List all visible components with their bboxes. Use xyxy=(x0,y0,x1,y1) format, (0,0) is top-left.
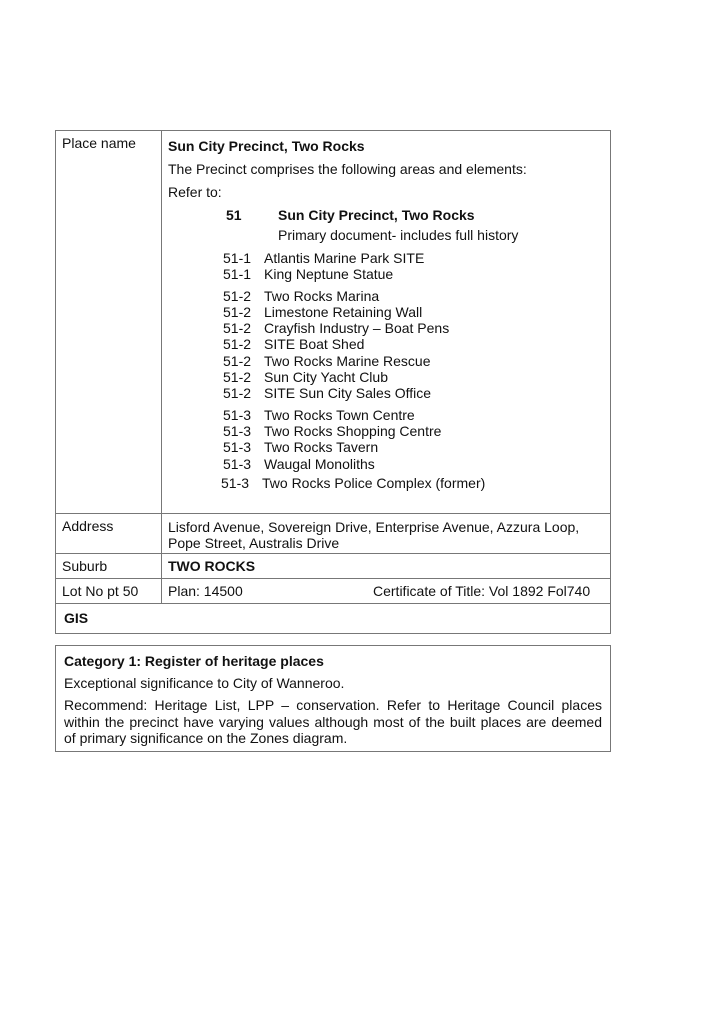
reference-item xyxy=(223,369,604,385)
reference-name: Sun City Yacht Club xyxy=(264,369,388,386)
reference-item xyxy=(223,423,604,439)
reference-code: 51-3 xyxy=(223,422,252,439)
reference-name: Limestone Retaining Wall xyxy=(264,303,423,320)
reference-name: Two Rocks Town Centre xyxy=(264,406,415,423)
reference-code: 51-3 xyxy=(223,439,252,456)
reference-item xyxy=(223,385,604,401)
reference-item xyxy=(223,266,604,282)
address-value: Lisford Avenue, Sovereign Drive, Enterprise Avenue, Azzura Loop, Pope Street, Australis Drive xyxy=(168,519,580,551)
category-significance: Exceptional significance to City of Wanneroo. xyxy=(64,675,345,691)
reference-code: 51-3 xyxy=(221,474,250,491)
certificate-value: Certificate of Title: Vol 1892 Fol740 xyxy=(373,583,591,599)
main-ref-note: Primary document- includes full history xyxy=(278,227,519,243)
address-row xyxy=(56,513,610,553)
main-ref-number: 51 xyxy=(226,207,242,223)
place-name-row xyxy=(56,131,610,513)
reference-name: King Neptune Statue xyxy=(264,266,394,283)
gis-row xyxy=(56,603,610,633)
lot-row xyxy=(56,578,610,603)
reference-item xyxy=(223,304,604,320)
reference-item xyxy=(223,336,604,352)
reference-code: 51-2 xyxy=(223,369,252,386)
suburb-value: TWO ROCKS xyxy=(168,558,256,574)
place-title: Sun City Precinct, Two Rocks xyxy=(168,138,365,154)
reference-code: 51-3 xyxy=(223,406,252,423)
reference-name: Two Rocks Marina xyxy=(264,287,380,304)
plan-value: Plan: 14500 xyxy=(168,583,243,599)
place-name-value xyxy=(162,131,610,513)
suburb-label: Suburb xyxy=(56,554,162,578)
reference-group xyxy=(223,288,604,402)
place-record-table xyxy=(55,130,611,634)
reference-item xyxy=(223,353,604,369)
reference-group xyxy=(223,407,604,491)
main-ref-title: Sun City Precinct, Two Rocks xyxy=(278,207,475,223)
reference-name: Two Rocks Tavern xyxy=(264,439,379,456)
reference-item xyxy=(223,288,604,304)
reference-name: Crayfish Industry – Boat Pens xyxy=(264,320,450,337)
reference-code: 51-2 xyxy=(223,385,252,402)
reference-item xyxy=(223,320,604,336)
reference-name: Two Rocks Police Complex (former) xyxy=(262,474,486,491)
reference-code: 51-1 xyxy=(223,266,252,283)
reference-group xyxy=(223,250,604,283)
reference-code: 51-2 xyxy=(223,303,252,320)
reference-name: SITE Boat Shed xyxy=(264,336,365,353)
reference-name: Waugal Monoliths xyxy=(264,455,375,472)
refer-label: Refer to: xyxy=(168,184,222,200)
reference-code: 51-2 xyxy=(223,320,252,337)
reference-code: 51-2 xyxy=(223,352,252,369)
reference-code: 51-1 xyxy=(223,250,252,266)
category-recommendation: Recommend: Heritage List, LPP – conservation. Refer to Heritage Council places within the precinct have varying values although most of the built places are deemed of primary significance on the Zones diagram. xyxy=(64,697,602,746)
reference-item xyxy=(223,456,604,472)
place-name-label: Place name xyxy=(56,131,162,513)
reference-name: SITE Sun City Sales Office xyxy=(264,385,432,402)
address-label: Address xyxy=(56,514,162,553)
reference-item xyxy=(223,439,604,455)
gis-label: GIS xyxy=(64,610,89,626)
category-box xyxy=(55,645,611,752)
reference-code: 51-2 xyxy=(223,336,252,353)
reference-code: 51-3 xyxy=(223,455,252,472)
lot-label: Lot No pt 50 xyxy=(56,579,162,603)
reference-name: Two Rocks Shopping Centre xyxy=(264,422,442,439)
main-reference xyxy=(226,205,604,245)
place-intro: The Precinct comprises the following areas and elements: xyxy=(168,161,527,177)
reference-name: Two Rocks Marine Rescue xyxy=(264,352,431,369)
reference-item xyxy=(223,250,604,266)
reference-code: 51-2 xyxy=(223,287,252,304)
reference-item xyxy=(221,475,604,491)
suburb-row xyxy=(56,553,610,578)
reference-item xyxy=(223,407,604,423)
reference-name: Atlantis Marine Park SITE xyxy=(264,250,425,266)
category-title: Category 1: Register of heritage places xyxy=(64,653,324,669)
